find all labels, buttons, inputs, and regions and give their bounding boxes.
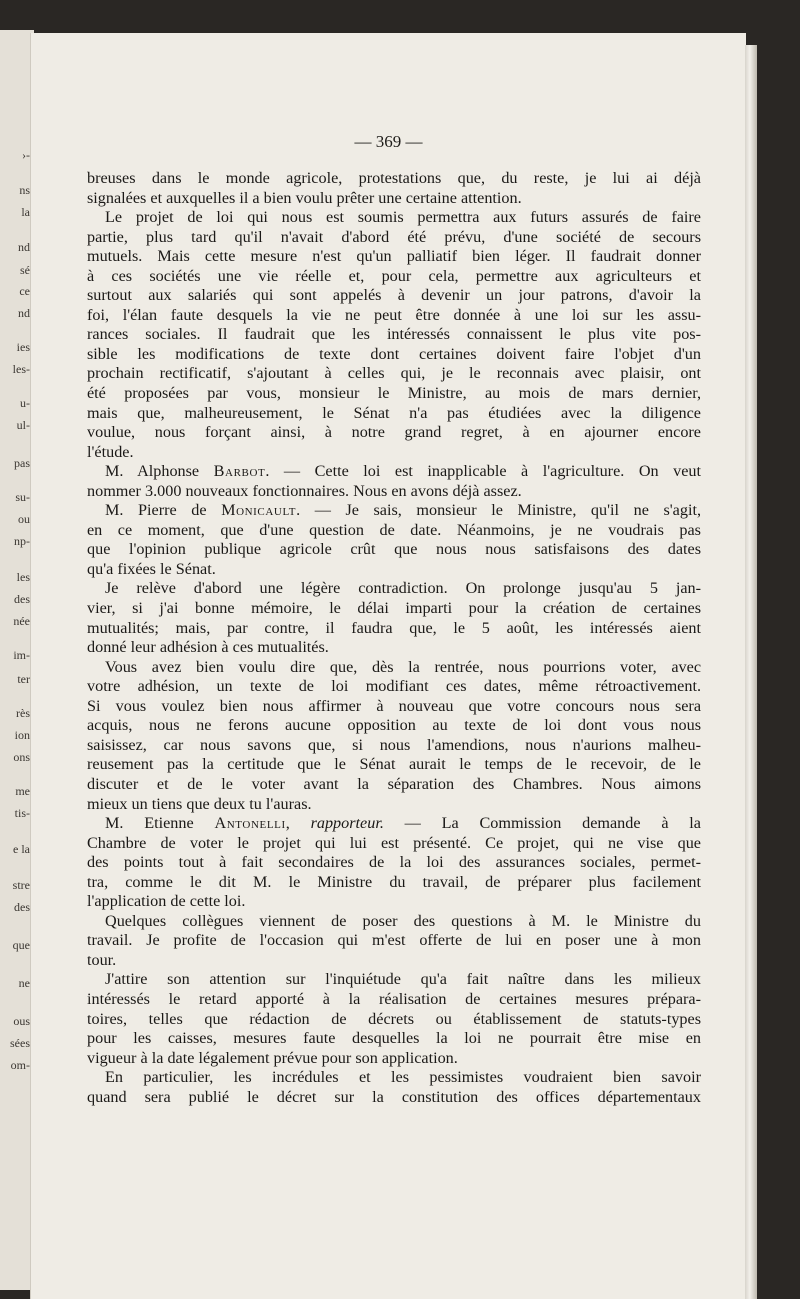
speaker-title: M. Alphonse: [105, 462, 214, 481]
text-line: prochain rectificatif, s'ajoutant à celles qui, je le reconnais avec plaisir, ont: [87, 364, 701, 383]
margin-fragment: née: [13, 614, 30, 628]
margin-fragment: ou: [18, 512, 30, 526]
text-line: donné leur adhésion à ces mutualités.: [87, 638, 329, 657]
margin-fragment: ns: [19, 183, 30, 197]
text-line: [87, 501, 701, 521]
margin-fragment: u-: [20, 396, 30, 410]
speaker-role: rapporteur.: [310, 814, 384, 833]
speaker-name: Barbot: [213, 462, 266, 481]
margin-fragment: ›-: [22, 148, 30, 162]
text-line: saisissez, car nous savons que, si nous l'amendions, nous n'aurions malheu-: [87, 735, 701, 754]
previous-page-margin: [0, 30, 34, 1290]
text-line: voulue, nous forçant ainsi, à notre grand regret, à en ajourner encore: [87, 423, 701, 442]
text-line: Chambre de voter le projet qui lui est présenté. Ce projet, qui ne vise que: [87, 833, 701, 852]
margin-fragment: ies: [16, 340, 30, 354]
text-line: Si vous voulez bien nous affirmer à nouveau que votre concours nous sera: [87, 696, 701, 715]
text-line: reusement pas la certitude que le Sénat aurait le temps de le recevoir, de le: [87, 755, 701, 774]
text-line: breuses dans le monde agricole, protestations que, du reste, je lui ai déjà: [87, 169, 701, 187]
text-line: votre adhésion, un texte de loi modifiant ces dates, même rétroactivement.: [87, 677, 701, 696]
text-line: toires, telles que rédaction de décrets ou établissement de statuts-types: [87, 1009, 701, 1028]
margin-fragment: ter: [17, 672, 30, 686]
margin-fragment: des: [14, 900, 30, 914]
text-line: acquis, nous ne ferons aucune opposition au texte de loi dont vous nous: [87, 716, 701, 735]
text-line: travail. Je profite de l'occasion qui m'est offerte de lui en poser une à mon: [87, 931, 701, 950]
speaker-name: Monicault: [221, 501, 297, 520]
margin-fragment: ons: [13, 750, 30, 764]
text-line: pour les caisses, mesures faute desquelles la loi ne pourrait être mise en: [87, 1029, 701, 1048]
speaker-name: Antonelli: [214, 814, 286, 833]
speech-text: ,: [285, 814, 311, 833]
margin-fragment: la: [21, 205, 30, 219]
text-line: en ce moment, que d'une question de date. Néanmoins, je ne voudrais pas: [87, 520, 701, 539]
text-line: qu'a fixées le Sénat.: [87, 559, 216, 578]
text-line: nommer 3.000 nouveaux fonctionnaires. Nous en avons déjà assez.: [87, 481, 522, 500]
speaker-title: M. Etienne: [105, 814, 215, 833]
speaker-title: M. Pierre de: [105, 501, 222, 520]
text-line: [87, 814, 701, 834]
text-line: mais que, malheureusement, le Sénat n'a pas étudiées avec la diligence: [87, 403, 701, 422]
text-line: que l'opinion publique agricole crût que nous nous satisfaisons des dates: [87, 540, 701, 559]
margin-fragment: np-: [14, 534, 30, 548]
text-line: intéressés le retard apporté à la réalisation de certaines mesures prépara-: [87, 989, 701, 1008]
text-line: rances sociales. Il faudrait que les intéressés connaissent le plus vite pos-: [87, 325, 701, 344]
body-text: [87, 169, 701, 1107]
margin-fragment: me: [15, 784, 30, 798]
margin-fragment: stre: [12, 878, 30, 892]
speech-text: . — Je sais, monsieur le Ministre, qu'il ne s'agit,: [296, 501, 701, 520]
text-line: mutualités; mais, par contre, il faudra que, le 5 août, les intéressés aient: [87, 618, 701, 637]
page-number: — 369 —: [354, 132, 423, 151]
text-line: sible les modifications de texte dont certaines doivent faire l'objet d'un: [87, 344, 701, 363]
text-line: vier, si j'ai bonne mémoire, le délai imparti pour la création de certaines: [87, 599, 701, 618]
margin-fragment: om-: [10, 1058, 30, 1072]
document-page: [30, 33, 746, 1299]
text-line: Le projet de loi qui nous est soumis permettra aux futurs assurés de faire: [105, 208, 701, 227]
text-line: Je relève d'abord une légère contradiction. On prolonge jusqu'au 5 jan-: [105, 579, 701, 598]
speech-text: — La Commission demande à la: [383, 814, 701, 833]
margin-fragment: les: [16, 570, 30, 584]
text-line: surtout aux salariés qui sont appelés à devenir un jour patrons, d'avoir la: [87, 286, 701, 305]
margin-fragment: nd: [18, 306, 30, 320]
speech-text: . — Cette loi est inapplicable à l'agriculture. On veut: [265, 462, 701, 481]
text-line: En particulier, les incrédules et les pessimistes voudraient bien savoir: [105, 1068, 701, 1087]
margin-fragment: des: [14, 592, 30, 606]
text-line: J'attire son attention sur l'inquiétude qu'a fait naître dans les milieux: [105, 970, 701, 989]
margin-fragment: rès: [16, 706, 30, 720]
text-line: [87, 462, 701, 482]
text-line: des points tout à fait secondaires de la loi des assurances sociales, permet-: [87, 853, 701, 872]
text-line: à ces sociétés une vie réelle et, pour cela, permettre aux agriculteurs et: [87, 266, 701, 285]
margin-fragment: nd: [18, 240, 30, 254]
text-line: tra, comme le dit M. le Ministre du travail, de préparer plus facilement: [87, 872, 701, 891]
text-line: mieux un tiens que deux tu l'auras.: [87, 794, 312, 813]
margin-fragment: ul-: [16, 418, 30, 432]
margin-fragment: su-: [15, 490, 30, 504]
margin-fragment: im-: [13, 648, 30, 662]
margin-fragment: tis-: [14, 806, 30, 820]
margin-fragment: pas: [14, 456, 30, 470]
text-line: été proposées par vous, monsieur le Ministre, au mois de mars dernier,: [87, 384, 701, 403]
margin-fragment: ne: [18, 976, 30, 990]
margin-fragment: ce: [19, 284, 30, 298]
margin-fragment: e la: [13, 842, 30, 856]
text-line: vigueur à la date légalement prévue pour son application.: [87, 1048, 458, 1067]
text-line: l'application de cette loi.: [87, 892, 246, 911]
text-line: discuter et de le voter avant la séparation des Chambres. Nous aimons: [87, 774, 701, 793]
page-edge: [745, 45, 757, 1299]
text-line: signalées et auxquelles il a bien voulu prêter une certaine attention.: [87, 188, 522, 207]
text-line: quand sera publié le décret sur la constitution des offices départementaux: [87, 1087, 701, 1106]
margin-fragment: ous: [13, 1014, 30, 1028]
margin-fragment: les-: [12, 362, 30, 376]
margin-fragment: ion: [14, 728, 30, 742]
margin-fragment: que: [12, 938, 30, 952]
text-line: mutuels. Mais cette mesure n'est qu'un palliatif bien léger. Il faudrait donner: [87, 247, 701, 266]
margin-fragment: sées: [10, 1036, 30, 1050]
text-line: Vous avez bien voulu dire que, dès la rentrée, nous pourrions voter, avec: [105, 657, 701, 676]
text-line: tour.: [87, 950, 117, 969]
text-line: foi, l'élan faute desquels la vie ne peut être donnée à une loi sur les assu-: [87, 305, 701, 324]
margin-fragment: sé: [20, 263, 30, 277]
text-line: l'étude.: [87, 442, 134, 461]
text-line: Quelques collègues viennent de poser des questions à M. le Ministre du: [105, 911, 701, 930]
text-line: partie, plus tard qu'il n'avait d'abord été prévu, d'une société de secours: [87, 227, 701, 246]
